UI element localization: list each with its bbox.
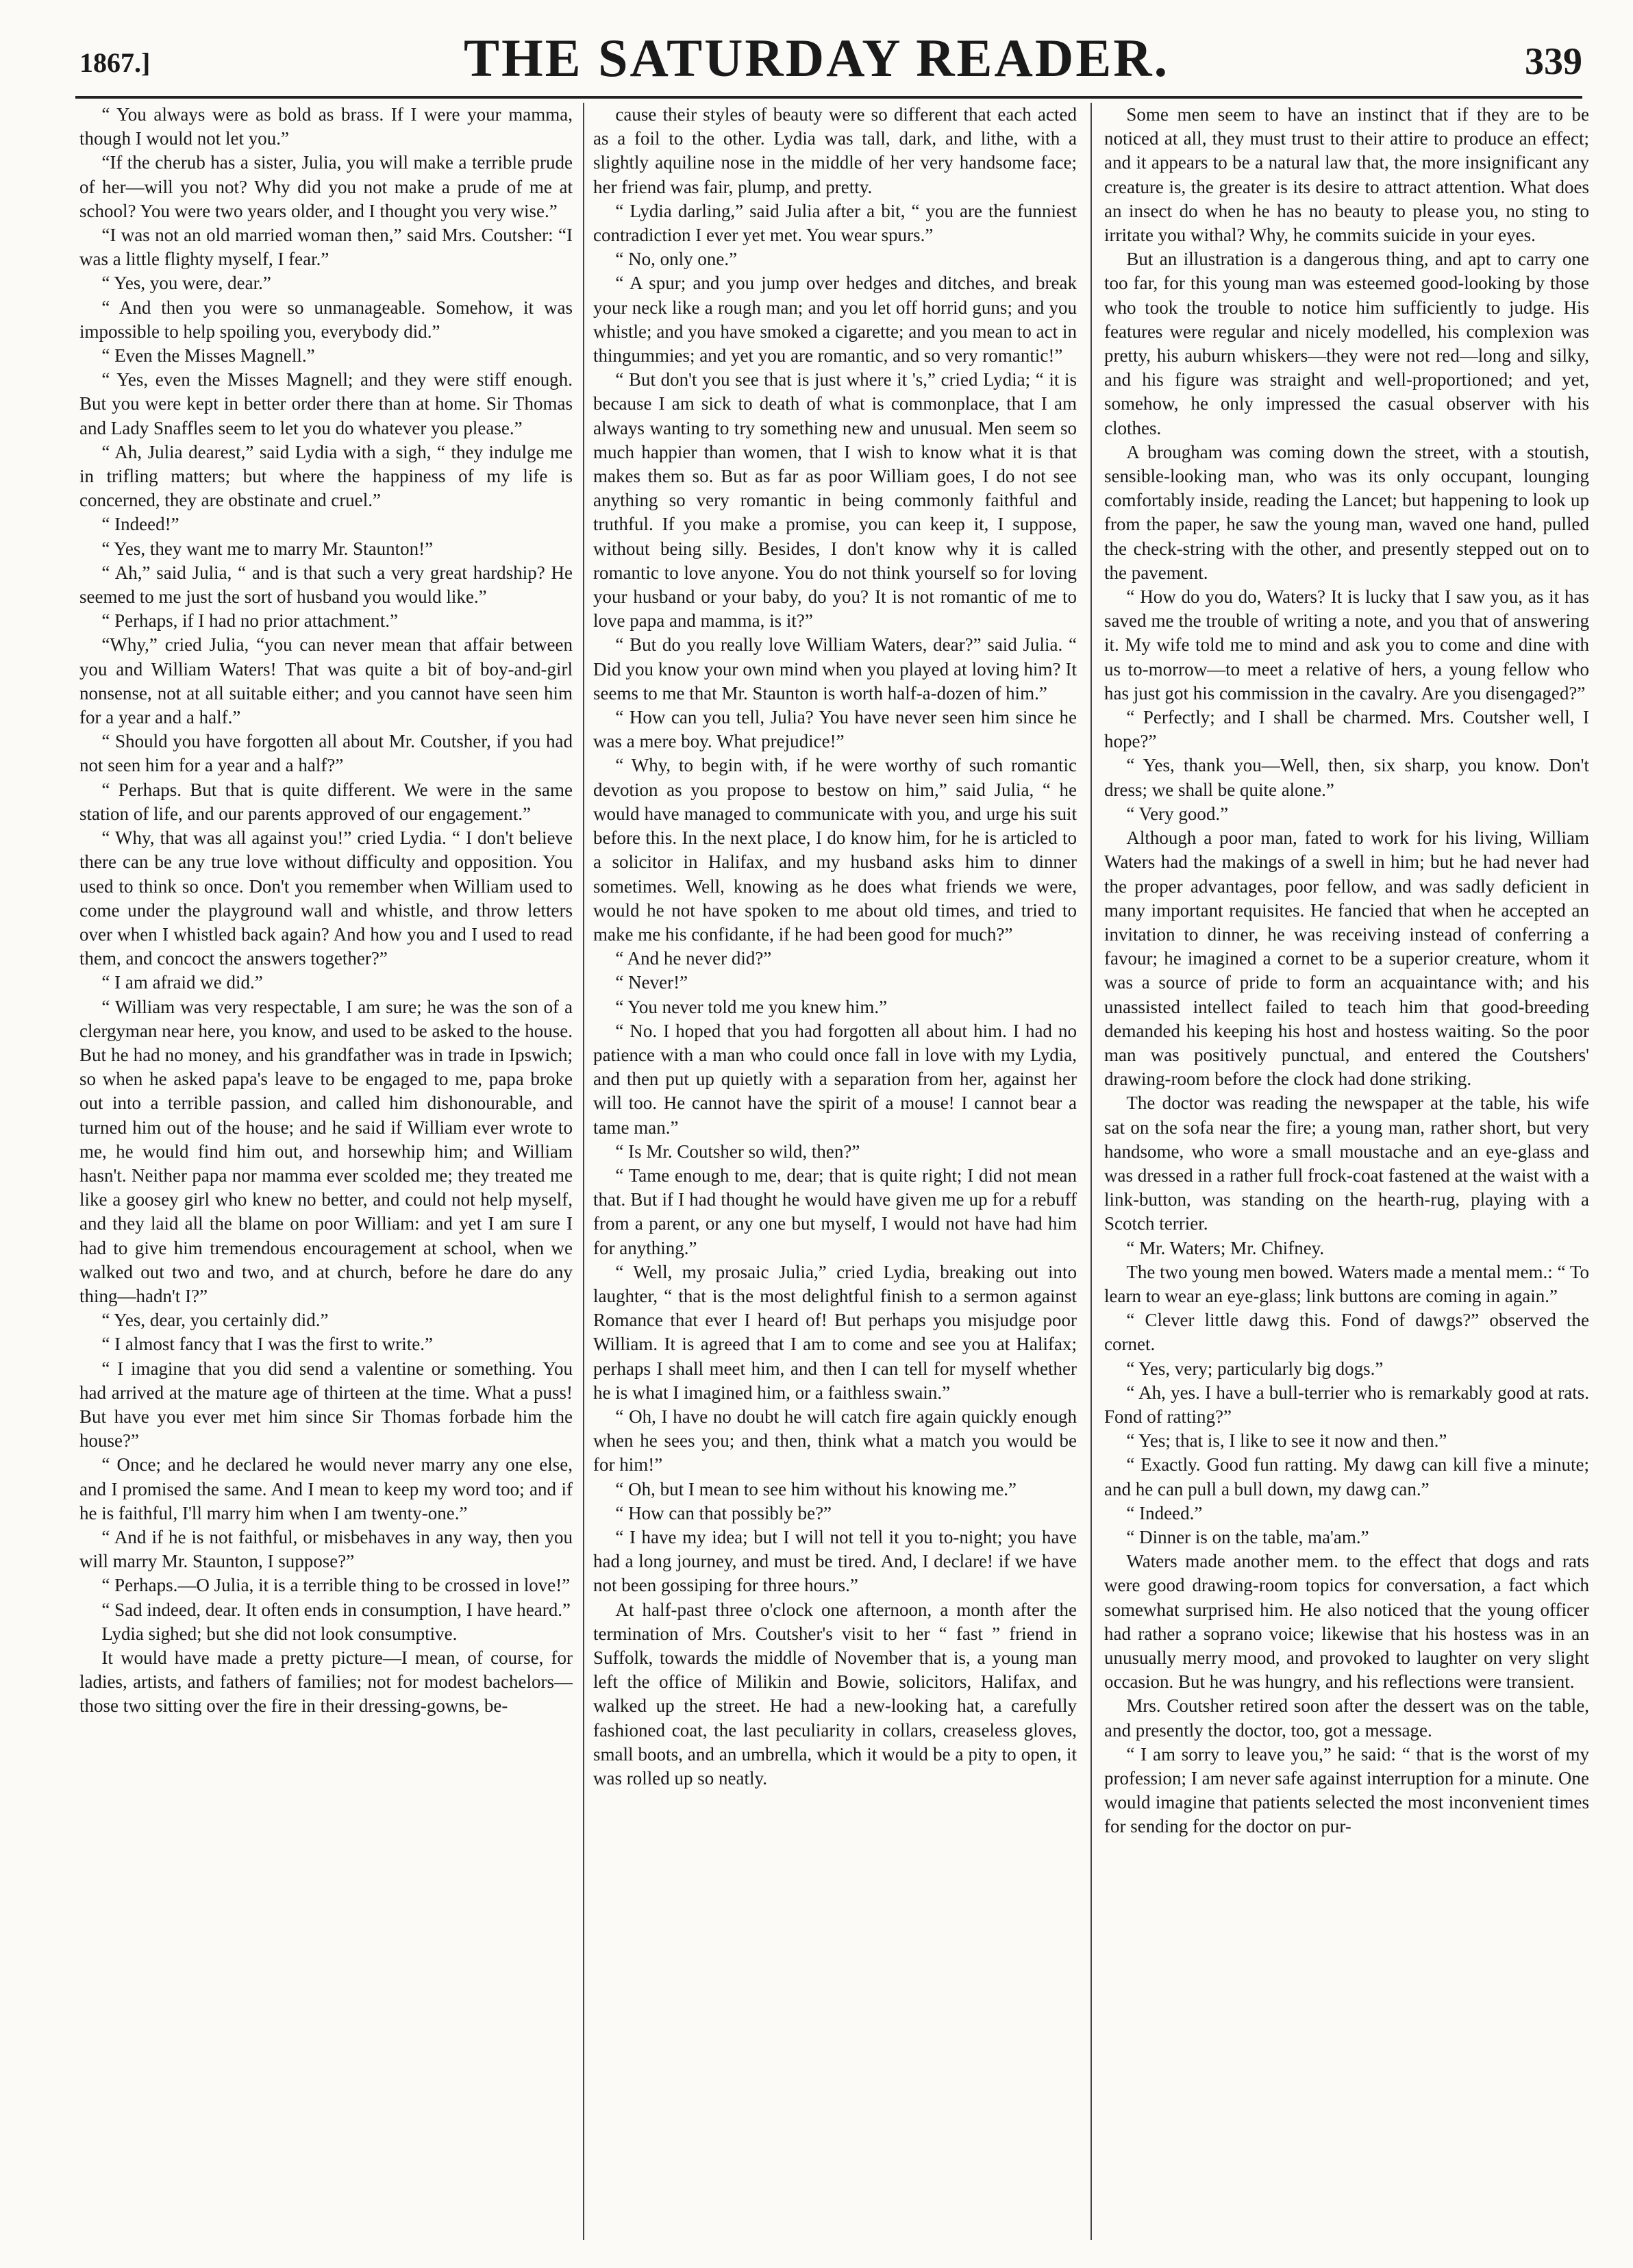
paragraph: “ I have my idea; but I will not tell it you to-night; you have had a long journey, and must be tired. And, I declare! if we have not been gossiping for three hours.” xyxy=(593,1526,1077,1596)
page-header xyxy=(0,27,1633,96)
paragraph: But an illustration is a dangerous thing, and apt to carry one too far, for this young man was esteemed good-looking by those who took the trouble to notice him sufficiently to judge. His features were regular and nicely modelled, his complexion was pretty, his auburn whiskers—they were not red—long and silky, and his figure was straight and well-proportioned; and yet, somehow, he only impressed the casual observer with his clothes. xyxy=(1104,249,1589,438)
paragraph: “ Tame enough to me, dear; that is quite right; I did not mean that. But if I had thought he would have given me up for a rebuff from a parent, or any one but myself, I would not have had him for anything.” xyxy=(593,1164,1077,1258)
paragraph: A brougham was coming down the street, with a stoutish, sensible-looking man, who was its only occupant, lounging comfortably inside, reading the Lancet; but happening to look up from the paper, he saw the young man, waved one hand, pulled the check-string with the other, and presently stepped out on to the pavement. xyxy=(1104,441,1589,583)
publication-title: THE SATURDAY READER. xyxy=(463,28,1170,88)
issue-date: 1867.] xyxy=(79,47,151,78)
paragraph: “ Yes, dear, you certainly did.” xyxy=(101,1310,329,1331)
paragraph: “ Perfectly; and I shall be charmed. Mrs. Coutsher well, I hope?” xyxy=(1104,707,1589,752)
paragraph: Mrs. Coutsher retired soon after the dessert was on the table, and presently the doctor, too, got a message. xyxy=(1104,1695,1589,1741)
paragraph: Some men seem to have an instinct that if they are to be noticed at all, they must trust to their attire to produce an effect; and it appears to be a natural law that, the more insignificant any creature is, the greater is its desire to attract attention. What does an insect do when he has no beauty to please you, no sting to irritate you withal? Why, he commits suicide in your eyes. xyxy=(1104,104,1589,246)
paragraph: “ Ah, Julia dearest,” said Lydia with a sigh, “ they indulge me in trifling matters; but where the happiness of my life is concerned, they are obstinate and cruel.” xyxy=(79,441,573,511)
column-2 xyxy=(593,103,1077,2233)
paragraph: The two young men bowed. Waters made a mental mem.: “ To learn to wear an eye-glass; link buttons are coming in again.” xyxy=(1104,1261,1589,1306)
paragraph: “ No, only one.” xyxy=(615,249,738,270)
paragraph: “ Why, to begin with, if he were worthy of such romantic devotion as you propose to bestow on him,” said Julia, “ he would have managed to communicate with you, and urge his suit before this. In the next place, I do know him, for he is articled to a solicitor in Halifax, and my husband asks him to dinner sometimes. Well, knowing as he does what friends we were, would he not have spoken to me about old times, and tried to make me his confidante, if he had been good for much?” xyxy=(593,755,1077,945)
paragraph: “ And he never did?” xyxy=(615,948,772,969)
paragraph: “ Exactly. Good fun ratting. My dawg can kill five a minute; and he can pull a bull down, my dawg can.” xyxy=(1104,1454,1589,1499)
paragraph: “ Yes, thank you—Well, then, six sharp, you know. Don't dress; we shall be quite alone.” xyxy=(1104,755,1589,800)
paragraph: “ I am afraid we did.” xyxy=(101,972,263,993)
paragraph: “ I imagine that you did send a valentine or something. You had arrived at the mature age of thirteen at the time. What a puss! But have you ever met him since Sir Thomas forbade him the house?” xyxy=(79,1358,573,1451)
paragraph: “ Perhaps. But that is quite different. We were in the same station of life, and our parents approved of our engagement.” xyxy=(79,779,573,824)
paragraph: “ Dinner is on the table, ma'am.” xyxy=(1126,1526,1369,1547)
paragraph: “ But do you really love William Waters, dear?” said Julia. “ Did you know your own mind when you played at loving him? It seems to me that Mr. Staunton is worth half-a-dozen of him.” xyxy=(593,634,1077,703)
paragraph: “ You never told me you knew him.” xyxy=(615,996,888,1017)
paragraph: “ Yes, very; particularly big dogs.” xyxy=(1126,1358,1384,1379)
paragraph: “ Yes, they want me to marry Mr. Staunton!” xyxy=(101,538,434,559)
column-divider-1 xyxy=(583,103,584,2240)
paragraph: “ Well, my prosaic Julia,” cried Lydia, breaking out into laughter, “ that is the most delightful finish to a sermon against Romance that ever I heard of! But perhaps you misjudge poor William. It is agreed that I am to come and see you at Halifax; perhaps I shall meet him, and then I can tell for myself whether he is what I imagined him, or a faithless swain.” xyxy=(593,1261,1077,1403)
paragraph: “ I am sorry to leave you,” he said: “ that is the worst of my profession; I am never safe against interruption for a minute. One would imagine that patients selected the most inconvenient times for sending for the doctor on pur- xyxy=(1104,1743,1589,1837)
paragraph: “ But don't you see that is just where it 's,” cried Lydia; “ it is because I am sick to death of what is commonplace, that I am always wanting to try something new and unusual. Men seem so much happier than women, that I wish to know what it is that makes them so. But as far as poor William goes, I do not see anything so very romantic in being commonly faithful and truthful. If you make a promise, you can keep it, I suppose, without being silly. Besides, I don't know why it is called romantic to love anyone. You do not think yourself so for loving your husband or your baby, do you? It is not romantic of me to love papa and mamma, is it?” xyxy=(593,369,1077,632)
paragraph: “ Is Mr. Coutsher so wild, then?” xyxy=(615,1141,860,1162)
paragraph: “ No. I hoped that you had forgotten all about him. I had no patience with a man who could once fall in love with my Lydia, and then put up quietly with a separation from her, against her will too. He cannot have the spirit of a mouse! I cannot bear a tame man.” xyxy=(593,1020,1077,1138)
paragraph: “ Yes, you were, dear.” xyxy=(101,273,271,294)
paragraph: It would have made a pretty picture—I mean, of course, for ladies, artists, and fathers of families; not for modest bachelors—those two sitting over the fire in their dressing-gowns, be- xyxy=(79,1647,573,1717)
paragraph: “ Yes; that is, I like to see it now and then.” xyxy=(1126,1430,1447,1451)
paragraph: “ Sad indeed, dear. It often ends in consumption, I have heard.” xyxy=(101,1599,571,1620)
paragraph: “ Perhaps, if I had no prior attachment.” xyxy=(101,610,398,632)
paragraph: “ Ah, yes. I have a bull-terrier who is remarkably good at rats. Fond of ratting?” xyxy=(1104,1382,1589,1427)
paragraph: “ Ah,” said Julia, “ and is that such a very great hardship? He seemed to me just the sort of husband you would like.” xyxy=(79,562,573,608)
paragraph: “ Oh, but I mean to see him without his knowing me.” xyxy=(615,1478,1017,1499)
paragraph: “ Yes, even the Misses Magnell; and they were stiff enough. But you were kept in better order there than at home. Sir Thomas and Lady Snaffles seem to let you do whatever you please.” xyxy=(79,369,573,438)
paragraph: “ Why, that was all against you!” cried Lydia. “ I don't believe there can be any true love without difficulty and opposition. You used to think so once. Don't you remember when William used to come under the playground wall and whistle, and throw letters over when I whistled back again? And how you and I used to read them, and concoct the answers together?” xyxy=(79,827,573,969)
paragraph: “I was not an old married woman then,” said Mrs. Coutsher: “I was a little flighty myself, I fear.” xyxy=(79,225,573,270)
paragraph: “ And then you were so unmanageable. Somehow, it was impossible to help spoiling you, everybody did.” xyxy=(79,297,573,342)
paragraph: “ How can you tell, Julia? You have never seen him since he was a mere boy. What prejudice!” xyxy=(593,707,1077,752)
paragraph: “ A spur; and you jump over hedges and ditches, and break your neck like a rough man; and you let off horrid guns; and you whistle; and you have smoked a cigarette; and you mean to act in thingummies; and yet you are romantic, and so very romantic!” xyxy=(593,273,1077,366)
paragraph: “ Should you have forgotten all about Mr. Coutsher, if you had not seen him for a year and a half?” xyxy=(79,731,573,776)
paragraph: “If the cherub has a sister, Julia, you will make a terrible prude of her—will you not? Why did you not make a prude of me at school? You were two years older, and I thought you very wise.” xyxy=(79,152,573,221)
paragraph: Although a poor man, fated to work for his living, William Waters had the makings of a swell in him; but he had never had the proper advantages, poor fellow, and was sadly deficient in many important requisites. He fancied that when he accepted an invitation to dinner, he was receiving instead of conferring a favour; he imagined a cornet to be a superior creature, whom it was a source of pride to form an acquaintance with; and his unassisted intellect failed to teach him that good-breeding demanded his keeping his host and hostess waiting. So the poor man was positively punctual, and entered the Coutshers' drawing-room before the clock had done striking. xyxy=(1104,827,1589,1090)
paragraph: At half-past three o'clock one afternoon, a month after the termination of Mrs. Coutsher's visit to her “ fast ” friend in Suffolk, towards the middle of November that is, a young man left the office of Milikin and Bowie, solicitors, Halifax, and walked up the street. He had a new-looking hat, a carefully fashioned coat, the last peculiarity in collars, creaseless gloves, small boots, and an umbrella, which it would be a pity to open, it was rolled up so neatly. xyxy=(593,1599,1077,1789)
paragraph: “ Indeed.” xyxy=(1126,1502,1203,1523)
paragraph: “ Very good.” xyxy=(1126,803,1229,824)
page-number: 339 xyxy=(1525,40,1582,83)
column-1 xyxy=(79,103,573,2233)
header-rule xyxy=(75,96,1582,99)
paragraph: “ Clever little dawg this. Fond of dawgs?” observed the cornet. xyxy=(1104,1310,1589,1355)
paragraph: “ I almost fancy that I was the first to write.” xyxy=(101,1334,433,1355)
paragraph: “ Perhaps.—O Julia, it is a terrible thing to be crossed in love!” xyxy=(101,1575,571,1596)
paragraph: “ And if he is not faithful, or misbehaves in any way, then you will marry Mr. Staunton, I suppose?” xyxy=(79,1526,573,1572)
paragraph: “ Even the Misses Magnell.” xyxy=(101,345,315,366)
paragraph: “ How can that possibly be?” xyxy=(615,1502,832,1523)
paragraph: “Why,” cried Julia, “you can never mean that affair between you and William Waters! That was quite a bit of boy-and-girl nonsense, not at all suitable either; and you cannot have seen him for a year and a half.” xyxy=(79,634,573,728)
paragraph: cause their styles of beauty were so different that each acted as a foil to the other. Lydia was tall, dark, and lithe, with a slightly aquiline nose in the middle of her very handsome face; her friend was fair, plump, and pretty. xyxy=(593,104,1077,197)
paragraph: Waters made another mem. to the effect that dogs and rats were good drawing-room topics for conversation, a fact which somewhat surprised him. He also noticed that the young officer had rather a soprano voice; likewise that his hostess was in an unusually merry mood, and provoked to laughter on very slight occasion. But he was hungry, and his reflections were transient. xyxy=(1104,1551,1589,1693)
paragraph: “ Oh, I have no doubt he will catch fire again quickly enough when he sees you; and then, think what a match you would be for him!” xyxy=(593,1406,1077,1475)
paragraph: “ Never!” xyxy=(615,972,688,993)
paragraph: The doctor was reading the newspaper at the table, his wife sat on the sofa near the fire; a young man, rather short, but very handsome, who wore a small moustache and an eye-glass and was dressed in a rather full frock-coat fastened at the waist with a link-button, was standing on the hearth-rug, playing with a Scotch terrier. xyxy=(1104,1093,1589,1234)
column-3 xyxy=(1104,103,1589,2233)
paragraph: “ Mr. Waters; Mr. Chifney. xyxy=(1126,1237,1325,1258)
paragraph: “ William was very respectable, I am sure; he was the son of a clergyman near here, you know, and used to be asked to the house. But he had no money, and his grandfather was in trade in Ipswich; so when he asked papa's leave to be engaged to me, papa broke out into a terrible passion, and called him dishonourable, and turned him out of the house; and he said if William ever wrote to me, he would find him out, and horsewhip him; and William hasn't. Neither papa nor mamma ever scolded me; they treated me like a goosey girl who knew no better, and could not help myself, and they laid all the blame on poor William: and yet I am sure I had to give him tremendous encouragement at school, when we walked out two and two, and at church, before he dare do any thing—hadn't I?” xyxy=(79,996,573,1306)
paragraph: Lydia sighed; but she did not look consumptive. xyxy=(101,1623,458,1644)
paragraph: “ Once; and he declared he would never marry any one else, and I promised the same. And I mean to keep my word too; and if he is faithful, I'll marry him when I am twenty-one.” xyxy=(79,1454,573,1523)
paragraph: “ Lydia darling,” said Julia after a bit, “ you are the funniest contradiction I ever yet met. You wear spurs.” xyxy=(593,200,1077,246)
paragraph: “ You always were as bold as brass. If I were your mamma, though I would not let you.” xyxy=(79,104,573,149)
column-divider-2 xyxy=(1090,103,1092,2240)
paragraph: “ Indeed!” xyxy=(101,514,179,535)
paragraph: “ How do you do, Waters? It is lucky that I saw you, as it has saved me the trouble of writing a note, and you that of answering it. My wife told me to mind and ask you to come and dine with us to-morrow—to meet a relative of hers, a young fellow who has just got his commission in the cavalry. Are you disengaged?” xyxy=(1104,586,1589,703)
